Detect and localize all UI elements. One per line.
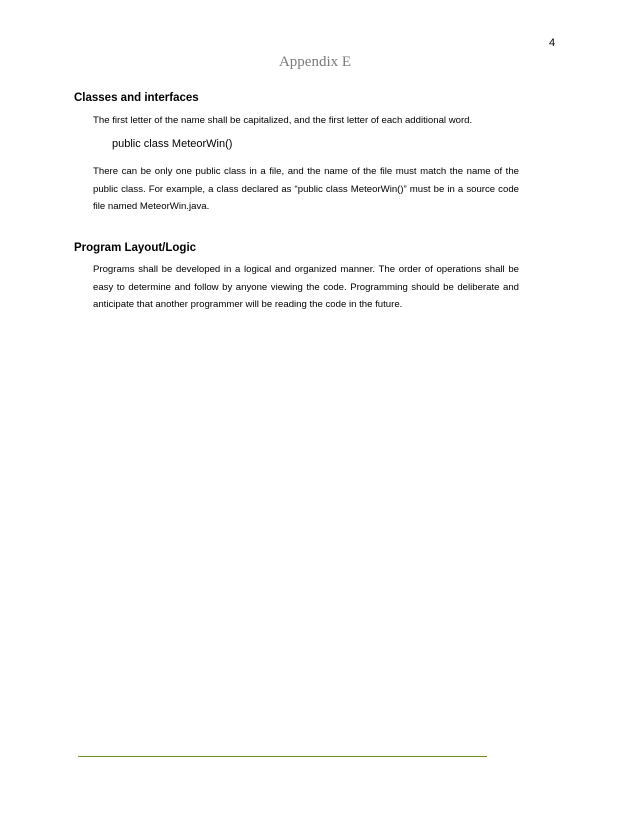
page-number: 4 [549,37,556,49]
section-heading-program-layout-logic: Program Layout/Logic [74,242,197,254]
section-intro-paragraph: The first letter of the name shall be capitalized, and the first letter of each additional word. [93,115,473,126]
section-body-paragraph: Programs shall be developed in a logical and organized manner. The order of operations shall be easy to determine and follow by anyone viewing the code. Programming should be deliberate and anticipate that another programmer will be reading the code in the future. [93,264,519,310]
page-header-title: Appendix E [278,54,352,70]
section-heading-classes-and-interfaces: Classes and interfaces [74,92,199,104]
footer-divider [78,756,487,757]
code-example: public class MeteorWin() [112,138,233,150]
section-body-paragraph: There can be only one public class in a file, and the name of the file must match the name of the public class. For example, a class declared as “public class MeteorWin()” must be in a source code file named MeteorWin.java. [93,166,519,212]
